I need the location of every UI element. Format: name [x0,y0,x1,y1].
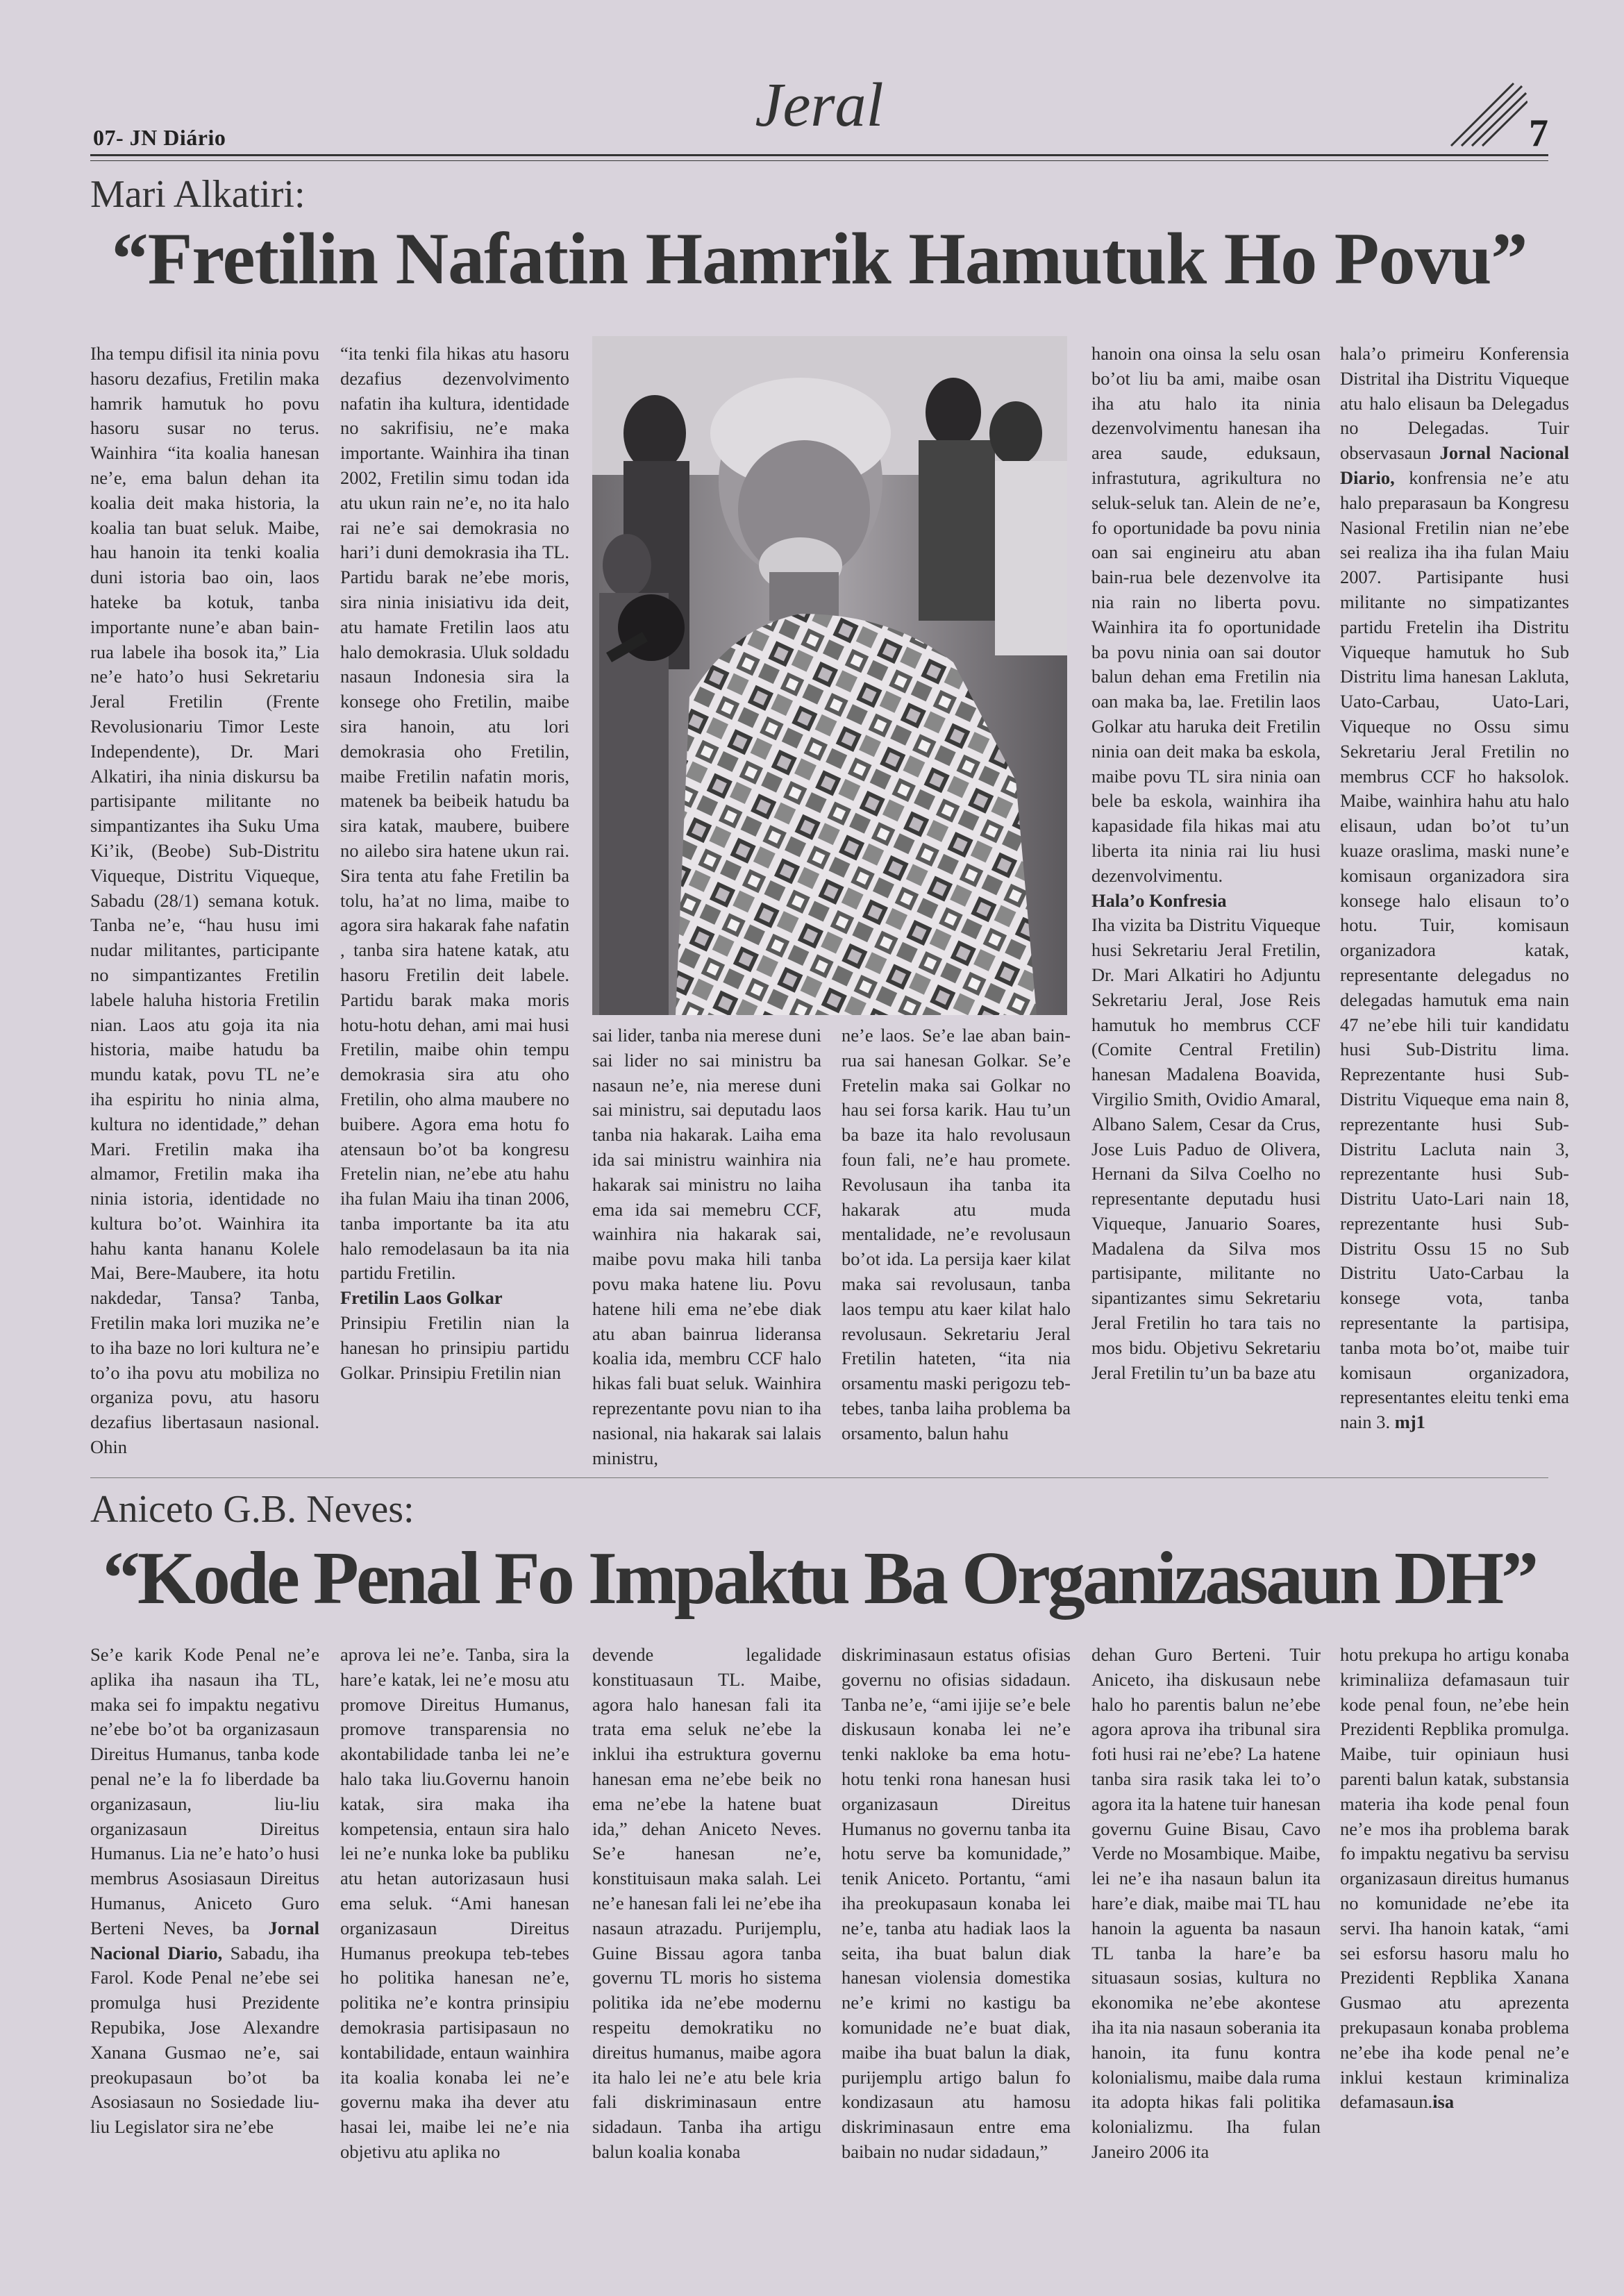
article1-col6-text [1340,342,1569,1435]
article2-col1-text [90,1643,319,2140]
article2-col5-text: dehan Guro Berteni. Tuir Aniceto, iha diskusaun nebe halo ho parentis balun ne’ebe agora aprova iha tribunal sira foti husi rai ne’ebe? La hatene tanba sira rasik taka lei to’o agora ita la hatene tuir hanesan governu Guine Bisau, Cavo Verde no Mosambique. Maibe, lei ne’e iha nasaun balun ita hare’e diak, maibe mai TL hau hanoin la aguenta ba nasaun TL tanba la hare’e ba situasaun sosias, kultura no ekonomika ne’ebe akontese iha ita nia nasaun soberania ita hanoin, ita funu kontra kolonialismu, maibe dala ruma ita adopta hikas fali politika kolonializmu. Iha fulan Janeiro 2006 ita [1091,1644,1321,2162]
article2-col4-text: diskriminasaun estatus ofisias governu no ofisias sidadaun. Tanba ne’e, “ami ijije se’e bele diskusaun konaba lei ne’e tenki nakloke ba ema hotu-hotu tenki rona hanesan husi organizasaun Direitus Humanus no governu tanba ita hotu serve ba komunidade,” tenik Aniceto. Portantu, “ami iha preokupasaun konaba lei ne’e, tanba atu hadiak laos la seita, iha buat balun diak hanesan violensia domestika ne’e krimi no kastigu ba komunidade ne’e buat diak, maibe iha buat balun la diak, purijemplu artigo balun fo kondizasaun atu hamosu diskriminasaun entre ema baibain no nudar sidadaun,” [842,1644,1071,2162]
article1-col2-text-a: “ita tenki fila hikas atu hasoru dezafius dezenvolvimento nafatin iha kultura, identidade no sakrifisiu, ne’e maka importante. Wainhira iha tinan 2002, Fretilin simu todan ida atu ukun rain ne’e, no ita halo rai ne’e sai demokrasia no hari’i duni demokrasia iha TL. Partidu barak ne’ebe moris, sira ninia inisiativu ida deit, atu hamate Fretilin laos atu halo demokrasia. Uluk soldadu nasaun Indonesia sira la konsege oho Fretilin, maibe sira hanoin, atu lori demokrasia oho Fretilin, maibe Fretilin nafatin moris, matenek ba beibeik hatudu ba sira katak, maubere, buibere no ailebo sira hatene ukun rai. Sira tenta atu fahe Fretilin ba tolu, ha’at no lima, maibe to agora sira hakarak fahe nafatin , tanba sira hatene katak, atu hasoru Fretilin deit labele. Partidu barak maka moris hotu-hotu dehan, ami mai husi Fretilin, maibe ohin tempu demokrasia sira atu oho Fretilin, oho alma maubere no buibere. Agora ema hotu fo atensaun bo’ot ba kongresu Fretelin nian, ne’ebe atu hahu iha fulan Maiu iha tinan 2006, tanba importante ba ita atu halo remodelasaun ba ita nia partidu Fretilin. [340,343,569,1284]
article1-column-4 [842,1023,1071,1446]
article2-column-1 [90,1643,319,2140]
article1-col6-text-b: konfrensia ne’e atu halo preparasaun ba Kongresu Nasional Fretilin nian ne’ebe sei realiza iha iha fulan Maiu 2007. Partisipante husi militante no simpatizantes partidu Fretelin iha Distritu Viqueque hamutuk ho Sub Distritu lima hanesan Lakluta, Uato-Carbau, Uato-Lari, Viqueque no Ossu simu Sekretariu Jeral Fretilin no membrus CCF ho haksolok. Maibe, wainhira hahu atu halo elisaun, udan bo’ot tu’un kuaze oraslima, maski nune’e komisaun organizadora sira konsege halo elisaun to’o hotu. Tuir, komisaun organizadora katak, representante delegadus no delegadas hamutuk ema nain 47 ne’ebe hili tuir kandidatu husi Sub-Distritu lima. Reprezentante husi Sub-Distritu Viqueque ema nain 8, reprezentante husi Sub-Distritu Lacluta nain 3, reprezentante husi Sub-Distritu Uato-Lari nain 18, reprezentante husi Sub-Distritu Ossu 15 no Sub Distritu Uato-Carbau la konsege vota, tanba representante la partisipa, tanba mota bo’ot, maibe tuir komisaun organizadora, representantes eleitu tenki ema nain 3. [1340,467,1570,1433]
article1-column-2 [340,342,569,1385]
article1-signature: mj1 [1394,1411,1425,1433]
article1-col4-text: ne’e laos. Se’e lae aban bain-rua sai hanesan Golkar. Se’e Fretelin maka sai Golkar no hau sei forsa karik. Hau tu’un ba baze ita halo revolusaun foun fali, ne’e hau promete. Revolusaun iha tanba ita hakarak atu muda mentalidade, ne’e revolusaun bo’ot ida. La persija kaer kilat maka sai revolusaun, tanba laos tempu atu kaer kilat halo revolusaun. Sekretariu Jeral Fretilin hateten, “ita nia orsamentu maski perigozu teb-tebes, tanba laiha problema ba orsamento, balun hahu [842,1025,1071,1443]
article1-col5-text-b: Iha vizita ba Distritu Viqueque husi Sekretariu Jeral Fretilin, Dr. Mari Alkatiri ho Adjuntu Sekretariu Jeral, Jose Reis hamutuk ho membrus CCF (Comite Central Fretilin) hanesan Madalena Boavida, Virgilio Smith, Ovidio Amaral, Albano Salem, Cesar da Crus, Jose Luis Paduo de Olivera, Hernani da Silva Coelho no representante deputadu husi Viqueque, Januario Soares, Madalena da Silva mos partisipante, militante no sipantizantes simu Sekretariu Jeral Fretilin ho tara tais no mos bidu. Objetivu Sekretariu Jeral Fretilin tu’un ba baze atu [1091,914,1321,1383]
article2-signature: isa [1432,2091,1455,2113]
article2-column-4 [842,1643,1071,2165]
article2-col1-text-b: Sabadu, iha Farol. Kode Penal ne’ebe sei promulga husi Prezidente Repubika, Jose Alexandre Xanana Gusmao ne’e, sai preokupasaun bo’ot ba Asosiasaun no Sosiedade liu-liu Legislator sira ne’ebe [90,1942,319,2138]
article1-col6-text-a: hala’o primeiru Konferensia Distrital iha Distritu Viqueque atu halo elisaun ba Delegadus no Delegadas. Tuir observasaun [1340,343,1569,464]
article2-col2-text: aprova lei ne’e. Tanba, sira la hare’e katak, lei ne’e mosu atu promove Direitus Humanus, promove transparensia no akontabilidade tanba lei ne’e halo taka liu.Governu hanoin katak, sira maka iha kompetensia, entaun sira halo lei ne’e nunka loke ba publiku atu hetan autorizasaun husi ema seluk. “Ami hanesan organizasaun Direitus Humanus preokupa teb-tebes ho politika hanesan ne’e, politika ne’e kontra prinsipiu demokrasia partisipasaun no kontabilidade, entaun wainhira ita koalia konaba lei ne’e governu maka iha dever atu hasai lei, maibe lei ne’e nia objetivu atu aplika no [340,1644,569,2162]
issue-label: 07- JN Diário [93,125,226,150]
article1-column-3 [592,1023,821,1470]
photo-image [592,336,1067,1015]
article1-column-6 [1340,342,1569,1435]
article2-column-6 [1340,1643,1569,2115]
article-divider [90,1477,1548,1478]
article2-col6-text [1340,1643,1569,2115]
article2-col6-text-a: hotu prekupa ho artigu konaba kriminaliiza defamasaun tuir kode penal foun, ne’ebe hein Prezidenti Repblika promulga. Maibe, tuir opiniaun husi parenti balun katak, substansia materia iha kode penal foun ne’e mos iha problema barak fo impaktu negativu ba servisu organizasaun direitus humanus no komunidade ne’ebe ita servi. Iha hanoin katak, “ami sei esforsu hasoru malu ho Prezidenti Repblika Xanana Gusmao atu aprezenta prekupasaun konaba problema ne’ebe iha kode penal ne’e inklui kestaun kriminaliza defamasaun. [1340,1644,1569,2113]
photo-mari-alkatiri [592,336,1067,1015]
header-rule [90,154,1548,156]
article2-column-2 [340,1643,569,2165]
article1-col1-text: Iha tempu difisil ita ninia povu hasoru dezafius, Fretilin maka hamrik hamutuk ho povu hasoru susar no terus. Wainhira “ita koalia hanesan ne’e, ema balun dehan ita koalia deit maka historia, la koalia tan buat seluk. Maibe, hau hanoin ita tenki koalia duni istoria bao oin, laos hateke ba kotuk, tanba importante nune’e aban bain-rua labele iha bosok ita,” Lia ne’e hato’o husi Sekretariu Jeral Fretilin (Frente Revolusionariu Timor Leste Independente), Dr. Mari Alkatiri, iha ninia diskursu ba partisipante militante no simpantizantes iha Suku Uma Ki’ik, (Beobe) Sub-Distritu Viqueque, Distritu Viqueque, Sabadu (28/1) semana kotuk. Tanba ne’e, “hau husu imi nudar militantes, participante no simpantizantes Fretilin labele haluha historia Fretilin nian. Laos atu goja ita nia historia, maibe hatudu ba mundu katak, povu TL ne’e iha espiritu ho ninia alma, kultura no identidade,” dehan Mari. Fretilin maka iha almamor, Fretilin maka iha ninia istoria, identidade no kultura bo’ot. Wainhira ita hahu kanta hananu Kolele Mai, Bere-Maubere, ita hotu nakdedar, Tansa? Tanba, Fretilin maka lori muzika ne’e to iha baze no lori kultura ne’e to’o iha povu atu mobiliza no organiza povu, atu hasoru dezafius libertasaun nasional. Ohin [90,343,319,1458]
page-number: 7 [1529,112,1548,155]
article1-col2-text-b: Prinsipiu Fretilin nian la hanesan ho prinsipiu partidu Golkar. Prinsipiu Fretilin nian [340,1312,569,1383]
header-rule-thin [90,160,1548,161]
article1-column-1 [90,342,319,1460]
article1-subheading-golkar: Fretilin Laos Golkar [340,1287,503,1309]
diagonal-lines-ornament [1444,76,1527,153]
article2-col1-text-a: Se’e karik Kode Penal ne’e aplika iha nasaun iha TL, maka sei fo impaktu negativu ne’ebe bo’ot ba organizasaun Direitus Humanus, tanba kode penal ne’e la fo liberdade ba organizasaun, liu-liu organizasaun Direitus Humanus. Lia ne’e hato’o husi membrus Asosiasaun Direitus Humanus, Aniceto Guro Berteni Neves, ba [90,1644,319,1938]
section-title: Jeral [755,71,884,140]
article1-col5-text-a: hanoin ona oinsa la selu osan bo’ot liu ba ami, maibe osan iha atu halo ita ninia dezenvolvimentu hanesan iha area saude, eduksaun, infrastutura, agrikultura no seluk-seluk tan. Alein de ne’e, fo oportunidade ba povu ninia oan sai engineiru atu aban bain-rua bele dezenvolve ita nia rain no liberta povu. Wainhira ita fo oportunidade ba povu ninia oan sai doutor balun dehan ema Fretilin nia oan maka ba, lae. Fretilin laos Golkar atu haruka deit Fretilin ninia oan deit maka ba eskola, maibe povu TL sira ninia oan bele ba eskola, wainhira iha kapasidade fila hikas mai atu liberta ita ninia rai liu husi dezenvolvimentu. [1091,343,1321,886]
article2-col3-text: devende legalidade konstituasaun TL. Maibe, agora halo hanesan fali ita trata ema seluk ne’ebe la inklui iha estruktura governu hanesan ema ne’ebe beik no ema ne’ebe la hatene buat ida,” dehan Aniceto Neves. Se’e hanesan ne’e, konstituisaun maka salah. Lei ne’e hanesan fali lei ne’ebe iha nasaun atrazadu. Purijemplu, Guine Bissau agora tanba governu TL moris ho sistema politika ida ne’ebe modernu respeitu demokratiku no direitus humanus, maibe agora ita halo lei ne’e atu bele kria fali diskriminasaun entre sidadaun. Tanba iha artigu balun koalia konaba [592,1644,821,2162]
article1-kicker: Mari Alkatiri: [90,173,305,216]
page-header [90,69,1548,167]
article1-subheading-konfresia: Hala’o Konfresia [1091,889,1227,911]
article2-column-3 [592,1643,821,2165]
article1-column-5 [1091,342,1321,1385]
newspaper-name-2: Jornal Nacional Diario, [90,1917,319,1963]
article1-col3-text: sai lider, tanba nia merese duni sai lider no sai ministru ba nasaun ne’e, nia merese duni sai ministru, sai deputadu laos tanba nia hakarak. Laiha ema ida sai ministru wainhira nia hakarak sai ministru no laiha ema ida sai memebru CCF, wainhira nia hakarak sai, maibe povu maka hili tanba povu maka hatene liu. Povu hatene hili ema ne’ebe diak atu aban bainrua lideransa koalia ida, membru CCF halo hikas fali buat seluk. Wainhira reprezentante povu nian to iha nasional, nia hakarak sai lalais ministru, [592,1025,821,1468]
article1-headline: “Fretilin Nafatin Hamrik Hamutuk Ho Povu” [111,218,1527,299]
article2-kicker: Aniceto G.B. Neves: [90,1488,415,1531]
article2-column-5 [1091,1643,1321,2165]
article2-headline: “Kode Penal Fo Impaktu Ba Organizasaun DH” [102,1537,1537,1620]
newspaper-name: Jornal Nacional Diario, [1340,442,1569,488]
